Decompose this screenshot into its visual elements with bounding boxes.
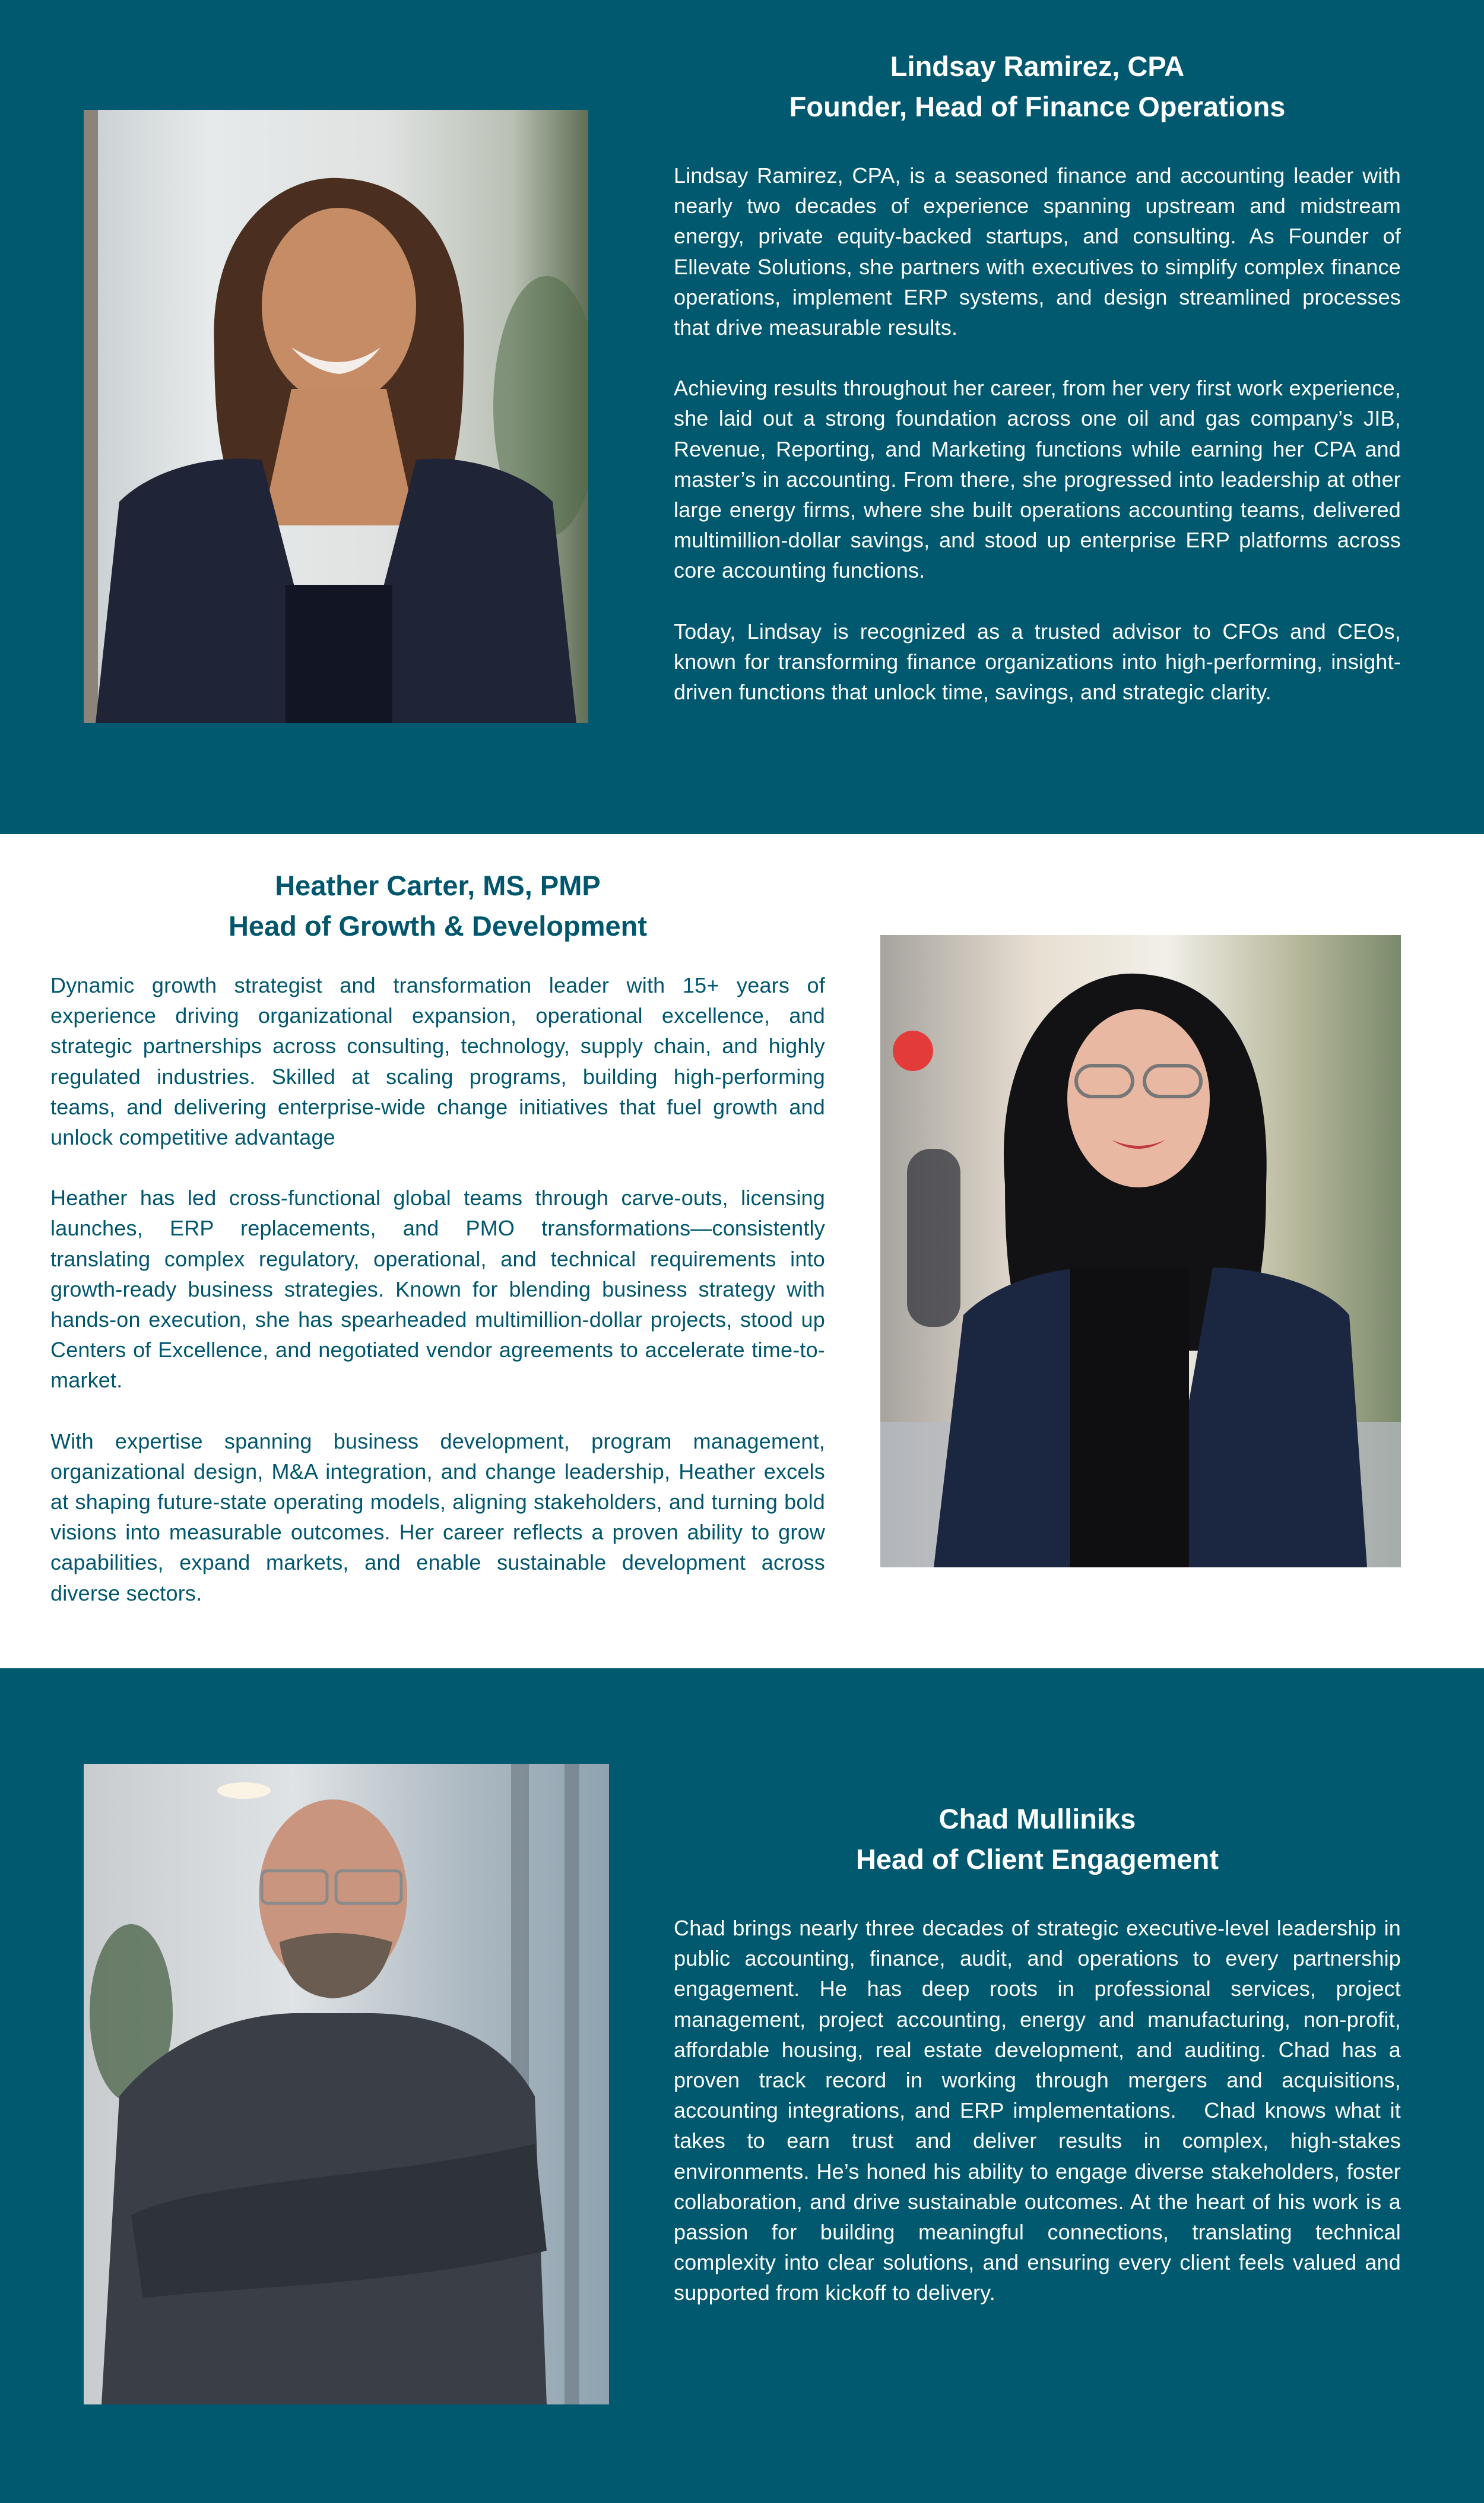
bio-paragraph: Heather has led cross-functional global teams through carve-outs, licensing launches, ERP replacements, and PMO transformations—consistently translating complex regulatory, operational, and technical requirements into growth-ready business strategies. Known for blending business strategy with hands-on execution, she has spearheaded multimillion-dollar projects, stood up Centers of Excellence, and negotiated vendor agreements to accelerate time-to-market. [50,1186,825,1393]
portrait-image [84,1764,609,2404]
profile-title: Founder, Head of Finance Operations [789,91,1286,122]
profile-photo-lindsay [84,110,588,723]
profile-section-heather [0,834,1484,1668]
bio-paragraph: With expertise spanning business development, program management, organizational design, M&A integration, and change leadership, Heather excels at shaping future-state operating models, aligning stakeholders, and turning bold visions into measurable outcomes. Her career reflects a proven ability to grow capabilities, expand markets, and enable sustainable development across diverse sectors. [50,1428,825,1605]
profile-text-chad [674,1799,1407,2308]
bio-paragraph: Today, Lindsay is recognized as a trusted advisor to CFOs and CEOs, known for transforming finance organizations into high-performing, insight-driven functions that unlock time, savings, and strategic clarity. [674,619,1401,705]
portrait-image [880,935,1401,1567]
bio-paragraph: Chad brings nearly three decades of strategic executive-level leadership in public accounting, finance, audit, and operations to every partnership engagement. He has deep roots in professional services, project management, project accounting, energy and manufacturing, non-profit, affordable housing, real estate development, and auditing. Chad has a proven track record in working through mergers and acquisitions, accounting integrations, and ERP implementations. Chad knows what it takes to earn trust and deliver results in complex, high-stakes environments. He’s honed his ability to engage diverse stakeholders, foster collaboration, and drive sustainable outcomes. At the heart of his work is a passion for building meaningful connections, translating technical complexity into clear solutions, and ensuring every client feels valued and supported from kickoff to delivery. [674,1916,1407,2305]
bio-paragraph: Achieving results throughout her career, from her very first work experience, she laid out a strong foundation across one oil and gas company’s JIB, Revenue, Reporting, and Marketing functions while earning her CPA and master’s in accounting. From there, she progressed into leadership at other large energy firms, where she built operations accounting teams, delivered multimillion-dollar savings, and stood up enterprise ERP platforms across core accounting functions. [674,376,1401,583]
profile-bio [674,160,1401,707]
profile-title: Head of Client Engagement [855,1843,1219,1875]
profile-section-chad [0,1668,1484,2503]
profile-photo-heather [880,935,1401,1567]
profile-bio [674,1913,1407,2308]
profile-heading [50,866,825,946]
profile-text-lindsay [674,46,1401,707]
bio-paragraph: Dynamic growth strategist and transformation leader with 15+ years of experience driving organizational expansion, operational excellence, and strategic partnerships across consulting, technology, supply chain, and highly regulated industries. Skilled at scaling programs, building high-performing teams, and delivering enterprise-wide change initiatives that fuel growth and unlock competitive advantage [50,973,825,1150]
profile-bio [50,970,825,1608]
profile-heading [674,1799,1401,1880]
profile-name: Lindsay Ramirez, CPA [890,50,1185,82]
profile-title: Head of Growth & Development [228,910,648,942]
portrait-image [84,110,588,723]
profile-name: Chad Mulliniks [938,1803,1136,1835]
profile-section-lindsay [0,0,1484,834]
profile-name: Heather Carter, MS, PMP [275,870,601,901]
profile-photo-chad [84,1764,609,2404]
profile-heading [674,46,1401,127]
bio-paragraph: Lindsay Ramirez, CPA, is a seasoned finance and accounting leader with nearly two decades of experience spanning upstream and midstream energy, private equity-backed startups, and consulting. As Founder of Ellevate Solutions, she partners with executives to simplify complex finance operations, implement ERP systems, and design streamlined processes that drive measurable results. [674,163,1401,340]
profile-text-heather [50,866,825,1608]
